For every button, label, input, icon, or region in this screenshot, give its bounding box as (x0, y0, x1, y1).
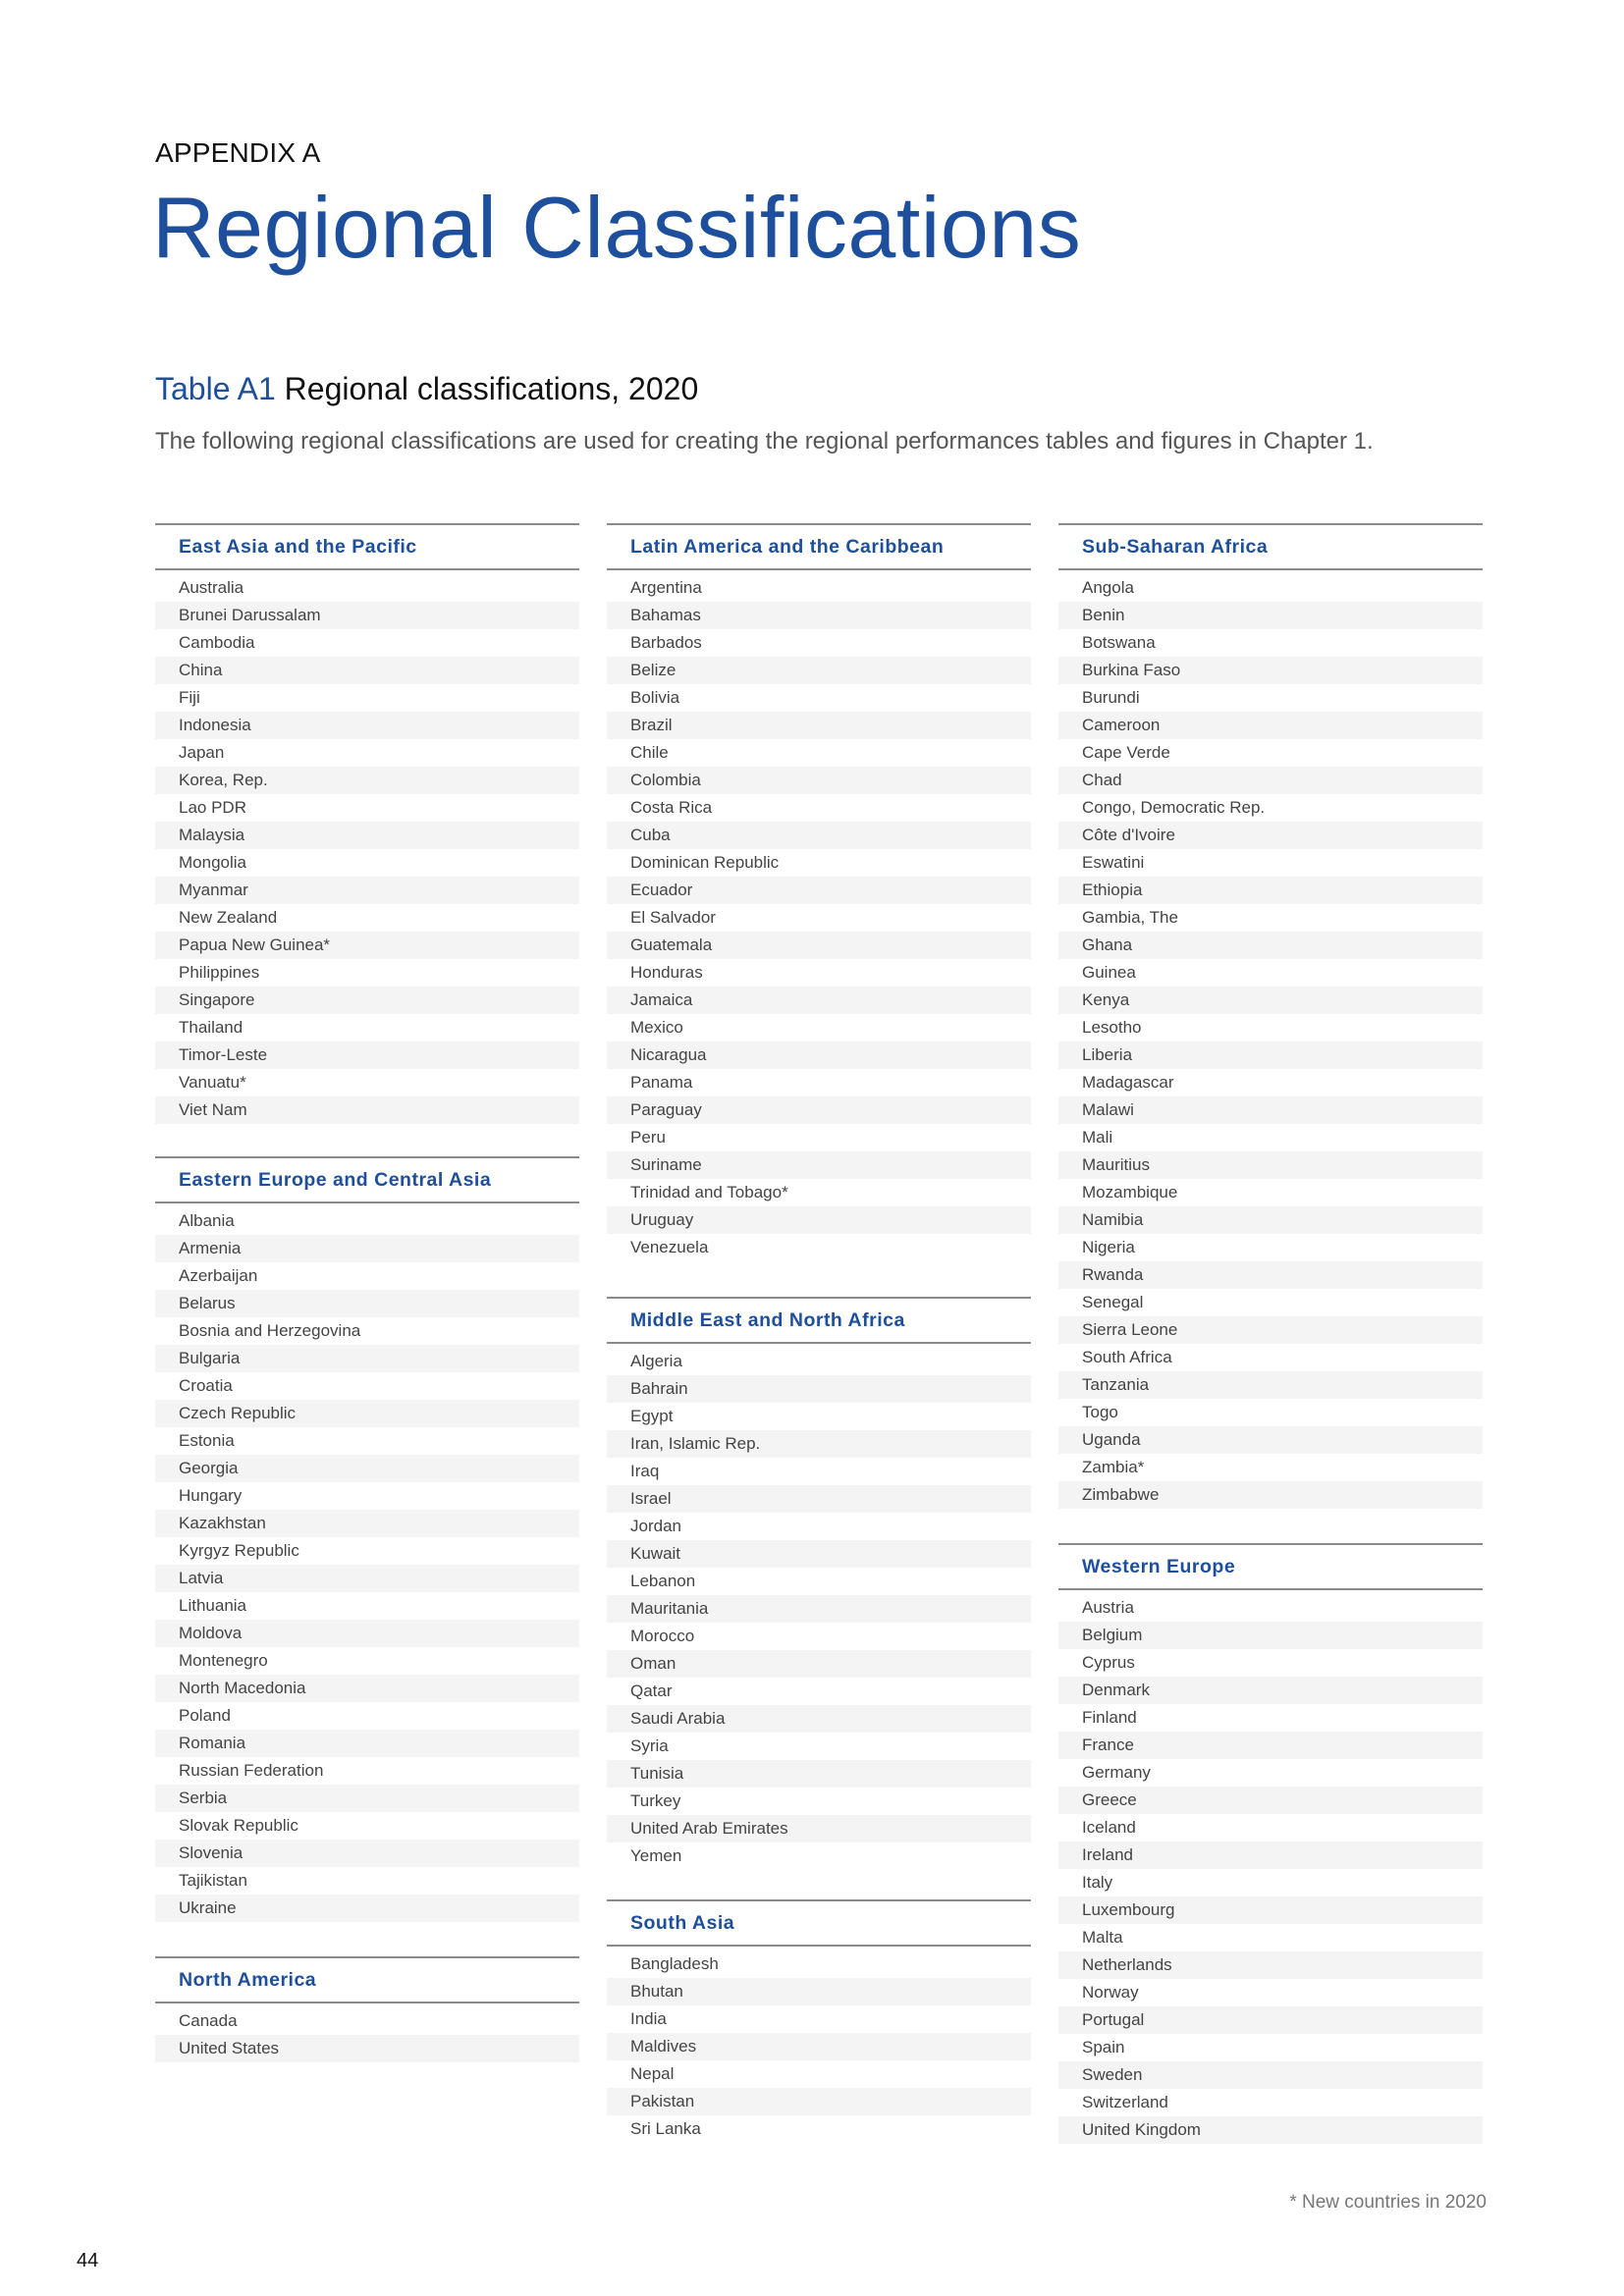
country-item: Zambia* (1082, 1458, 1145, 1476)
country-list (607, 1344, 1031, 1870)
country-item: Burundi (1082, 688, 1140, 707)
country-item: Serbia (155, 1785, 579, 1812)
country-item: Bhutan (607, 1978, 1031, 2005)
region-north-america (155, 1956, 579, 2062)
country-item: Kenya (1058, 987, 1483, 1014)
country-item: Belize (607, 657, 1031, 684)
country-item: Viet Nam (155, 1096, 579, 1124)
country-item: Nigeria (1082, 1238, 1135, 1256)
country-item: Oman (607, 1650, 1031, 1678)
country-item: Norway (1082, 1983, 1139, 2002)
region-mena (607, 1297, 1031, 1870)
country-item: Egypt (630, 1407, 674, 1425)
country-item: Sweden (1058, 2061, 1483, 2089)
country-item: Sierra Leone (1058, 1316, 1483, 1344)
country-item: Nicaragua (607, 1041, 1031, 1069)
region-latin-america (607, 523, 1031, 1261)
table-title: Regional classifications, 2020 (284, 371, 699, 406)
country-item: Greece (1058, 1787, 1483, 1814)
country-item: Guinea (1082, 963, 1136, 982)
country-item: Myanmar (155, 877, 579, 904)
country-item: Suriname (607, 1151, 1031, 1179)
country-list (155, 2003, 579, 2062)
country-item: Malawi (1058, 1096, 1483, 1124)
country-item: New Zealand (179, 908, 278, 927)
country-item: Benin (1058, 602, 1483, 629)
region-sub-saharan-africa (1058, 523, 1483, 1509)
country-item: Montenegro (179, 1651, 268, 1670)
country-item: Sri Lanka (630, 2119, 701, 2138)
region-header: North America (155, 1956, 579, 2003)
country-item: Rwanda (1058, 1261, 1483, 1289)
country-item: Argentina (630, 578, 702, 597)
country-item: Guatemala (607, 932, 1031, 959)
region-header: Western Europe (1058, 1543, 1483, 1590)
country-item: Vanuatu* (179, 1073, 246, 1092)
country-item: Ethiopia (1058, 877, 1483, 904)
country-item: Iceland (1082, 1818, 1136, 1837)
country-item: Ghana (1058, 932, 1483, 959)
country-item: Colombia (607, 767, 1031, 794)
country-item: Algeria (630, 1352, 682, 1370)
country-list (1058, 1590, 1483, 2144)
country-item: Iraq (630, 1462, 660, 1480)
region-eastern-europe (155, 1156, 579, 1922)
country-item: Lesotho (1082, 1018, 1142, 1037)
country-item: Bangladesh (630, 1954, 719, 1973)
country-item: Brazil (607, 712, 1031, 739)
country-list (155, 570, 579, 1124)
region-header: Eastern Europe and Central Asia (155, 1156, 579, 1203)
page-number: 44 (77, 2250, 99, 2271)
country-item: Senegal (1082, 1293, 1144, 1311)
country-item: Honduras (630, 963, 703, 982)
country-item: Ukraine (155, 1895, 579, 1922)
country-item: China (155, 657, 579, 684)
country-item: Venezuela (630, 1238, 709, 1256)
country-item: Timor-Leste (155, 1041, 579, 1069)
country-item: Luxembourg (1058, 1896, 1483, 1924)
country-item: Finland (1082, 1708, 1137, 1727)
country-item: United Kingdom (1058, 2116, 1483, 2144)
country-list (1058, 570, 1483, 1509)
country-item: Armenia (155, 1235, 579, 1262)
country-list (607, 1947, 1031, 2143)
country-item: Uganda (1058, 1426, 1483, 1454)
country-item: Barbados (630, 633, 702, 652)
country-item: Angola (1082, 578, 1134, 597)
country-item: Moldova (155, 1620, 579, 1647)
country-item: United States (155, 2035, 579, 2062)
country-item: Mauritius (1058, 1151, 1483, 1179)
country-item: Cambodia (179, 633, 255, 652)
country-item: Estonia (179, 1431, 235, 1450)
country-item: Lithuania (179, 1596, 247, 1615)
country-item: Cameroon (1058, 712, 1483, 739)
country-item: Gambia, The (1082, 908, 1178, 927)
country-item: Malta (1082, 1928, 1123, 1947)
country-item: Kuwait (607, 1540, 1031, 1568)
country-item: Cyprus (1082, 1653, 1135, 1672)
country-item: Czech Republic (155, 1400, 579, 1427)
country-item: Australia (179, 578, 244, 597)
country-item: Thailand (179, 1018, 244, 1037)
country-item: Jamaica (607, 987, 1031, 1014)
country-item: Bulgaria (155, 1345, 579, 1372)
country-item: Congo, Democratic Rep. (1082, 798, 1266, 817)
country-item: Georgia (155, 1455, 579, 1482)
country-item: Ecuador (607, 877, 1031, 904)
country-item: Hungary (179, 1486, 243, 1505)
country-item: Croatia (179, 1376, 233, 1395)
country-item: Korea, Rep. (155, 767, 579, 794)
appendix-label: APPENDIX A (155, 137, 321, 168)
country-item: Papua New Guinea* (155, 932, 579, 959)
country-item: North Macedonia (155, 1675, 579, 1702)
country-item: Russian Federation (179, 1761, 324, 1780)
region-south-asia (607, 1899, 1031, 2143)
country-item: Namibia (1058, 1206, 1483, 1234)
country-item: Portugal (1058, 2006, 1483, 2034)
country-item: Kyrgyz Republic (179, 1541, 299, 1560)
country-item: Tajikistan (179, 1871, 247, 1890)
country-item: Azerbaijan (179, 1266, 258, 1285)
country-item: Jordan (630, 1517, 681, 1535)
country-item: Japan (179, 743, 225, 762)
country-item: Morocco (630, 1627, 695, 1645)
country-item: Trinidad and Tobago* (630, 1183, 788, 1201)
region-east-asia (155, 523, 579, 1124)
country-item: Switzerland (1082, 2093, 1168, 2111)
country-item: Malaysia (155, 822, 579, 849)
country-item: France (1058, 1732, 1483, 1759)
country-item: Germany (1082, 1763, 1151, 1782)
country-item: Mexico (630, 1018, 683, 1037)
country-item: Peru (630, 1128, 666, 1147)
region-header: East Asia and the Pacific (155, 523, 579, 570)
footnote: * New countries in 2020 (1289, 2192, 1487, 2213)
country-item: Eswatini (1082, 853, 1145, 872)
country-item: El Salvador (630, 908, 716, 927)
country-item: Costa Rica (630, 798, 713, 817)
country-item: Fiji (179, 688, 200, 707)
country-item: Romania (155, 1730, 579, 1757)
country-item: Israel (607, 1485, 1031, 1513)
region-western-europe (1058, 1543, 1483, 2144)
country-item: Poland (179, 1706, 231, 1725)
country-item: Madagascar (1082, 1073, 1174, 1092)
country-item: Chad (1058, 767, 1483, 794)
country-item: Bahamas (607, 602, 1031, 629)
country-item: Albania (179, 1211, 235, 1230)
country-item: Brunei Darussalam (155, 602, 579, 629)
country-item: Mauritania (607, 1595, 1031, 1623)
country-item: Togo (1082, 1403, 1118, 1421)
region-header: Sub-Saharan Africa (1058, 523, 1483, 570)
country-item: Côte d'Ivoire (1058, 822, 1483, 849)
country-item: Bosnia and Herzegovina (179, 1321, 361, 1340)
country-item: South Africa (1082, 1348, 1172, 1366)
country-item: Mozambique (1082, 1183, 1178, 1201)
country-item: Tanzania (1058, 1371, 1483, 1399)
country-item: Tunisia (607, 1760, 1031, 1788)
country-item: Botswana (1082, 633, 1156, 652)
country-item: Saudi Arabia (607, 1705, 1031, 1733)
country-list (155, 1203, 579, 1922)
country-item: Ireland (1058, 1842, 1483, 1869)
country-item: Singapore (155, 987, 579, 1014)
country-item: Dominican Republic (630, 853, 780, 872)
country-list (607, 570, 1031, 1261)
region-header: South Asia (607, 1899, 1031, 1947)
region-header: Latin America and the Caribbean (607, 523, 1031, 570)
country-item: India (630, 2009, 667, 2028)
country-item: Paraguay (607, 1096, 1031, 1124)
country-item: Chile (630, 743, 669, 762)
country-item: Mali (1082, 1128, 1113, 1147)
country-item: Bahrain (607, 1375, 1031, 1403)
country-item: Zimbabwe (1058, 1481, 1483, 1509)
table-number: Table A1 (155, 371, 276, 406)
country-item: Canada (179, 2011, 238, 2030)
country-item: Kazakhstan (155, 1510, 579, 1537)
country-item: Belarus (155, 1290, 579, 1317)
country-item: Indonesia (155, 712, 579, 739)
country-item: Nepal (630, 2064, 675, 2083)
country-item: Burkina Faso (1058, 657, 1483, 684)
country-item: Denmark (1058, 1677, 1483, 1704)
country-item: Netherlands (1058, 1951, 1483, 1979)
country-item: Spain (1082, 2038, 1125, 2056)
country-item: Cape Verde (1082, 743, 1170, 762)
country-item: Latvia (155, 1565, 579, 1592)
page-title: Regional Classifications (152, 179, 1082, 276)
country-item: Lebanon (630, 1572, 696, 1590)
country-item: Lao PDR (179, 798, 246, 817)
country-item: Pakistan (607, 2088, 1031, 2115)
region-header: Middle East and North Africa (607, 1297, 1031, 1344)
country-item: Slovak Republic (179, 1816, 298, 1835)
table-heading (155, 371, 698, 407)
country-item: Uruguay (607, 1206, 1031, 1234)
country-item: Slovenia (155, 1840, 579, 1867)
country-item: Bolivia (630, 688, 680, 707)
country-item: Italy (1082, 1873, 1113, 1892)
country-item: Mongolia (179, 853, 246, 872)
country-item: Yemen (630, 1846, 682, 1865)
table-description: The following regional classifications are used for creating the regional performances tables and figures in Chapter 1. (155, 428, 1374, 454)
country-item: Turkey (630, 1791, 681, 1810)
country-item: Cuba (607, 822, 1031, 849)
country-item: Philippines (179, 963, 260, 982)
country-item: United Arab Emirates (607, 1815, 1031, 1842)
country-item: Syria (630, 1736, 669, 1755)
country-item: Iran, Islamic Rep. (607, 1430, 1031, 1458)
country-item: Maldives (607, 2033, 1031, 2060)
country-item: Qatar (630, 1682, 673, 1700)
country-item: Belgium (1058, 1622, 1483, 1649)
country-item: Liberia (1058, 1041, 1483, 1069)
country-item: Panama (630, 1073, 693, 1092)
country-item: Austria (1082, 1598, 1134, 1617)
